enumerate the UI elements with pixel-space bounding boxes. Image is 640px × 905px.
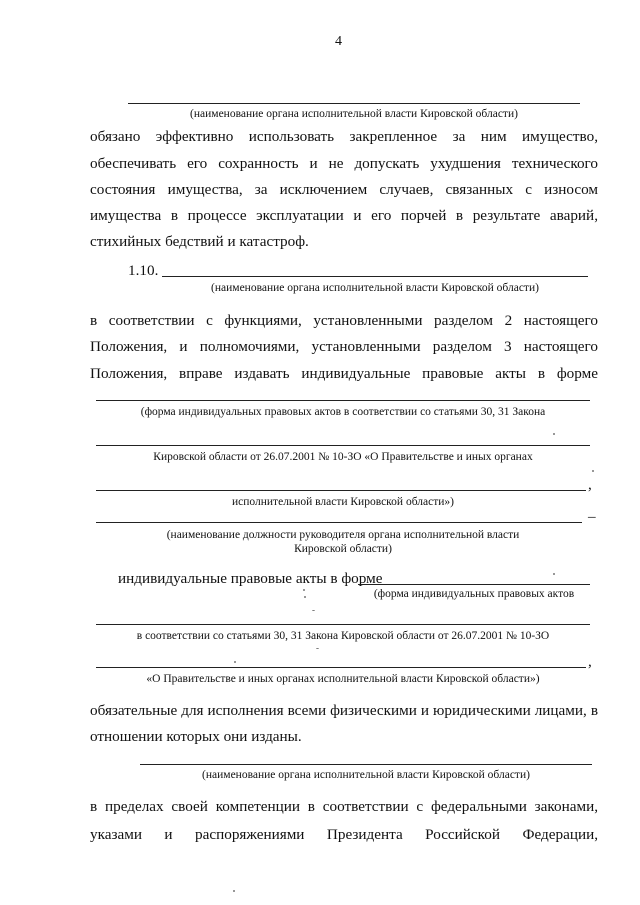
- caption-form2: в соответствии со статьями 30, 31 Закона Кировской области от 26.07.2001 № 10-ЗО: [136, 630, 550, 642]
- blank-line: [140, 764, 592, 765]
- scan-speck: [303, 589, 305, 591]
- blank-line: [96, 624, 590, 625]
- paragraph-line: отношении которых они изданы.: [90, 728, 302, 745]
- paragraph-line: Положения, вправе издавать индивидуальные правовые акты в форме: [90, 365, 598, 382]
- item-number: 1.10.: [128, 262, 159, 279]
- blank-line: [96, 445, 590, 446]
- paragraph-line: имущества в процессе эксплуатации и его порчей в результате аварий,: [90, 207, 598, 224]
- paragraph-line: указами и распоряжениями Президента Российской Федерации,: [90, 826, 598, 843]
- caption-organ: (наименование органа исполнительной власти Кировской области): [190, 108, 518, 120]
- blank-line: [96, 522, 582, 523]
- blank-line: [96, 667, 586, 668]
- caption-form: исполнительной власти Кировской области»): [232, 496, 454, 508]
- comma: ,: [588, 476, 592, 493]
- acts-prefix: индивидуальные правовые акты в форме: [118, 570, 383, 587]
- blank-line: [358, 584, 590, 585]
- caption-form2: «О Правительстве и иных органах исполнительной власти Кировской области»): [146, 673, 540, 685]
- scan-speck: [312, 610, 315, 611]
- blank-line: [96, 400, 590, 401]
- scan-speck: [592, 470, 594, 472]
- paragraph-line: стихийных бедствий и катастроф.: [90, 233, 309, 250]
- scan-speck: [553, 573, 555, 575]
- scan-speck: [304, 596, 306, 598]
- paragraph-line: обязано эффективно использовать закрепленное за ним имущество,: [90, 128, 598, 145]
- paragraph-line: Положения, и полномочиями, установленными разделом 3 настоящего: [90, 338, 598, 355]
- caption-organ: (наименование органа исполнительной власти Кировской области): [211, 282, 539, 294]
- caption-form: (форма индивидуальных правовых актов в соответствии со статьями 30, 31 Закона: [140, 406, 546, 418]
- blank-line: [128, 103, 580, 104]
- scan-speck: [233, 890, 235, 892]
- paragraph-line: состояния имущества, за исключением случаев, связанных с износом: [90, 181, 598, 198]
- paragraph-line: обязательные для исполнения всеми физическими и юридическими лицами, в: [90, 702, 598, 719]
- caption-form: Кировской области от 26.07.2001 № 10-ЗО «О Правительстве и иных органах: [153, 451, 533, 463]
- caption-position: Кировской области): [294, 543, 392, 555]
- paragraph-line: в пределах своей компетенции в соответствии с федеральными законами,: [90, 798, 598, 815]
- scan-speck: [234, 661, 236, 663]
- page-number: 4: [335, 34, 342, 49]
- comma: ,: [588, 653, 592, 670]
- dash: –: [588, 508, 596, 525]
- caption-organ: (наименование органа исполнительной власти Кировской области): [202, 769, 530, 781]
- caption-position: (наименование должности руководителя органа исполнительной власти: [166, 529, 520, 541]
- blank-line: [162, 276, 588, 277]
- paragraph-line: в соответствии с функциями, установленными разделом 2 настоящего: [90, 312, 598, 329]
- paragraph-line: обеспечивать его сохранность и не допускать ухудшения технического: [90, 155, 598, 172]
- scan-speck: [553, 433, 555, 435]
- blank-line: [96, 490, 586, 491]
- scan-speck: [316, 648, 319, 649]
- caption-form2: (форма индивидуальных правовых актов: [373, 588, 575, 600]
